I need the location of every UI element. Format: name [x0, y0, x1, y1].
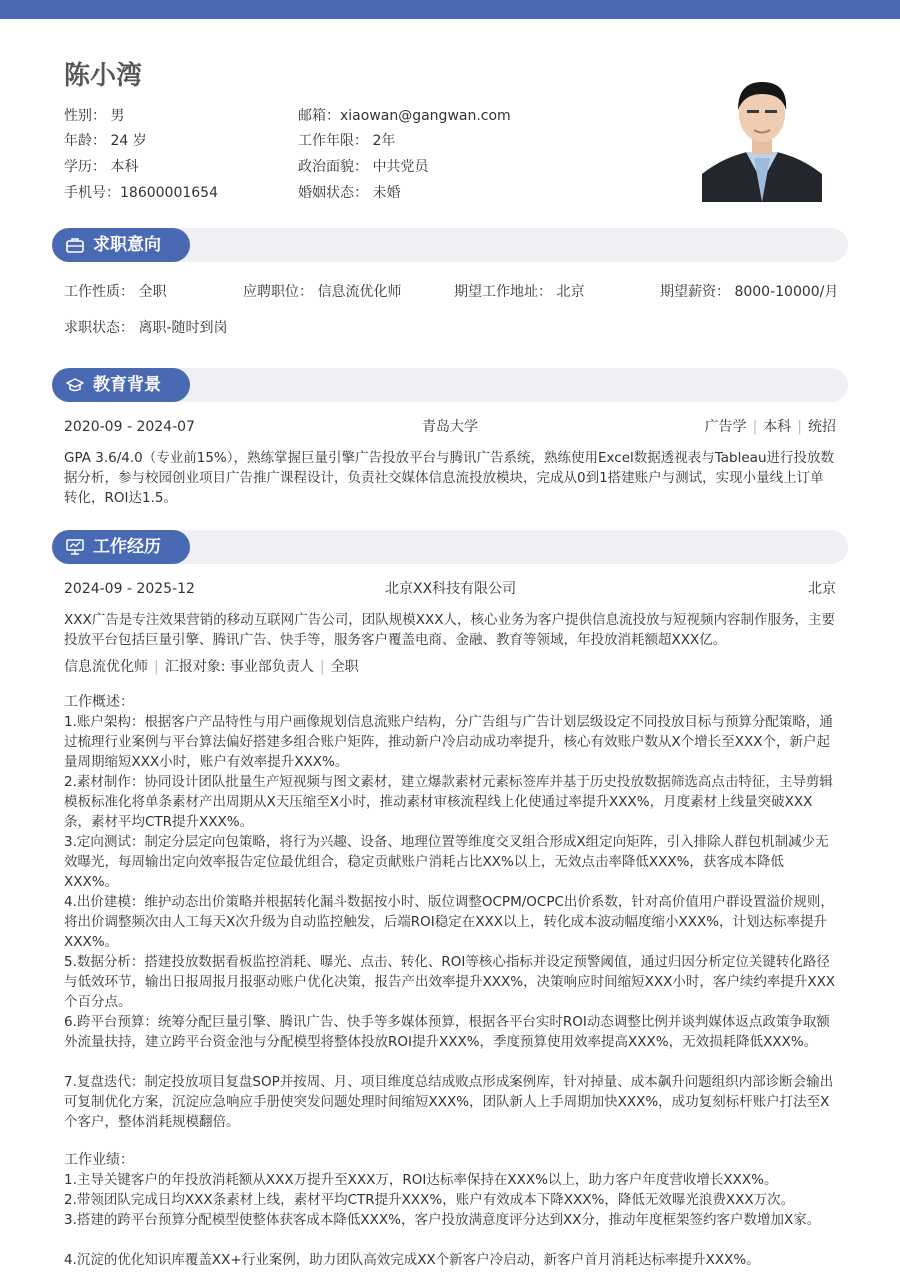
overview-item: 5.数据分析：搭建投放数据看板监控消耗、曝光、点击、转化、ROI等核心指标并设定预警阈值，通过归因分析定位关键转化路径与低效环节，输出日报周报月报驱动账户优化决策，报告产出效率提升XXX%，决策响应时间缩短XXX小时，客户续约率提升XXX个百分点。: [64, 954, 836, 1010]
work-section-title: [52, 530, 190, 564]
education-level: 学历： 本科: [64, 159, 139, 175]
age: 年龄： 24 岁: [64, 133, 147, 149]
overview-item: 6.跨平台预算：统筹分配巨量引擎、腾讯广告、快手等多媒体预算，根据各平台实时ROI动态调整比例并谈判媒体返点政策争取额外流量扶持，建立跨平台资金池与分配模型将整体投放ROI提升XXX%，季度预算使用效率提高XXX%，无效损耗降低XXX%。: [64, 1014, 830, 1050]
top-accent-bar: [0, 0, 900, 19]
email: 邮箱：xiaowan@gangwan.com: [298, 108, 511, 124]
education-type: 统招: [808, 419, 836, 435]
education-tags: 广告学 | 本科 | 统招: [704, 419, 836, 435]
intention-title-text: 求职意向: [93, 235, 161, 255]
marital-status: 婚姻状态： 未婚: [298, 185, 401, 201]
education-period: 2020-09 - 2024-07: [64, 419, 195, 435]
job-title: 信息流优化师: [64, 659, 148, 675]
expected-location: 期望工作地址： 北京: [454, 284, 585, 300]
intention-section-title: [52, 228, 190, 262]
education-section-title: [52, 368, 190, 402]
political-status: 政治面貌： 中共党员: [298, 159, 429, 175]
company-name: 北京XX科技有限公司: [385, 581, 517, 597]
candidate-name: 陈小湾: [64, 61, 143, 91]
work-period: 2024-09 - 2025-12: [64, 581, 195, 597]
overview-item: 4.出价建模：维护动态出价策略并根据转化漏斗数据按小时、版位调整OCPM/OCPC出价系数，针对高价值用户群设置溢价规则，将出价调整频次由人工每天X次升级为自动监控触发，后端ROI稳定在XXX以上，转化成本波动幅度缩小XXX%，计划达标率提升XXX%。: [64, 894, 834, 950]
overview-item: 1.账户架构：根据客户产品特性与用户画像规划信息流账户结构，分广告组与广告计划层级设定不同投放目标与预算分配策略，通过梳理行业案例与平台算法偏好搭建多组合账户矩阵，推动新户冷启动成功率提升，核心有效账户数从X个增长至XXX个，新户起量周期缩短XXX小时，账户有效率提升XXX%。: [64, 714, 833, 770]
overview-item: 7.复盘迭代：制定投放项目复盘SOP并按周、月、项目维度总结成败点形成案例库，针对掉量、成本飙升问题组织内部诊断会输出可复制优化方案，沉淀应急响应手册使突发问题处理时间缩短XXX%，团队新人上手周期加快XXX%，成功复刻标杆账户打法至X个客户，整体消耗规模翻倍。: [64, 1074, 834, 1130]
phone: 手机号：18600001654: [64, 185, 218, 201]
work-type: 工作性质： 全职: [64, 284, 167, 300]
gender: 性别： 男: [64, 108, 125, 124]
company-description: XXX广告是专注效果营销的移动互联网广告公司，团队规模XXX人，核心业务为客户提供信息流投放与短视频内容制作服务，主要投放平台包括巨量引擎、腾讯广告、快手等，服务客户覆盖电商、金融、教育等领域，年投放消耗额超XXX亿。: [64, 612, 835, 648]
job-status: 求职状态： 离职-随时到岗: [64, 320, 228, 336]
overview-item: 3.定向测试：制定分层定向包策略，将行为兴趣、设备、地理位置等维度交叉组合形成X组定向矩阵，引入排除人群包机制减少无效曝光，每周输出定向效率报告定位最优组合，稳定贡献账户消耗占比XX%以上，无效点击率降低XXX%，获客成本降低XXX%。: [64, 834, 829, 890]
briefcase-icon: [66, 237, 84, 253]
overview-item: 2.素材制作：协同设计团队批量生产短视频与图文素材，建立爆款素材元素标签库并基于历史投放数据筛选高点击特征，主导剪辑模板标准化将单条素材产出周期从X天压缩至X小时，推动素材审核流程线上化使通过率提升XXX%，月度素材上线量突破XXX条，素材平均CTR提升XXX%。: [64, 774, 833, 830]
school-name: 青岛大学: [422, 419, 478, 435]
education-title-text: 教育背景: [93, 375, 161, 395]
work-tags: 信息流优化师 | 汇报对象: 事业部负责人 | 全职: [64, 659, 359, 675]
position: 应聘职位： 信息流优化师: [243, 284, 402, 300]
expected-salary: 期望薪资： 8000-10000/月: [660, 284, 839, 300]
work-years: 工作年限： 2年: [298, 133, 396, 149]
achievement-heading: 工作业绩：: [64, 1152, 134, 1168]
profile-photo: [702, 70, 822, 202]
achievement-item: 1.主导关键客户的年投放消耗额从XXX万提升至XXX万，ROI达标率保持在XXX%以上，助力客户年度营收增长XXX%。: [64, 1172, 778, 1188]
report-to: 汇报对象: 事业部负责人: [164, 659, 314, 675]
education-description: GPA 3.6/4.0（专业前15%），熟练掌握巨量引擎广告投放平台与腾讯广告系统，熟练使用Excel数据透视表与Tableau进行投放数据分析，参与校园创业项目广告推广课程设计，负责社交媒体信息流投放模块，完成从0到1搭建账户与测试，实现小量线上订单转化，ROI达1.5。: [64, 450, 835, 506]
achievement-item: 2.带领团队完成日均XXX条素材上线，素材平均CTR提升XXX%，账户有效成本下降XXX%，降低无效曝光浪费XXX万次。: [64, 1192, 795, 1208]
work-title-text: 工作经历: [93, 537, 161, 557]
achievement-item: 3.搭建的跨平台预算分配模型使整体获客成本降低XXX%，客户投放满意度评分达到XX分，推动年度框架签约客户数增加X家。: [64, 1212, 821, 1228]
work-city: 北京: [808, 581, 836, 597]
overview-heading: 工作概述：: [64, 694, 134, 710]
employment-type: 全职: [330, 659, 359, 675]
education-degree: 本科: [763, 419, 792, 435]
presentation-icon: [66, 539, 84, 555]
education-major: 广告学: [704, 419, 747, 435]
graduation-cap-icon: [66, 377, 84, 393]
achievement-item: 4.沉淀的优化知识库覆盖XX+行业案例，助力团队高效完成XX个新客户冷启动，新客户首月消耗达标率提升XXX%。: [64, 1252, 760, 1268]
